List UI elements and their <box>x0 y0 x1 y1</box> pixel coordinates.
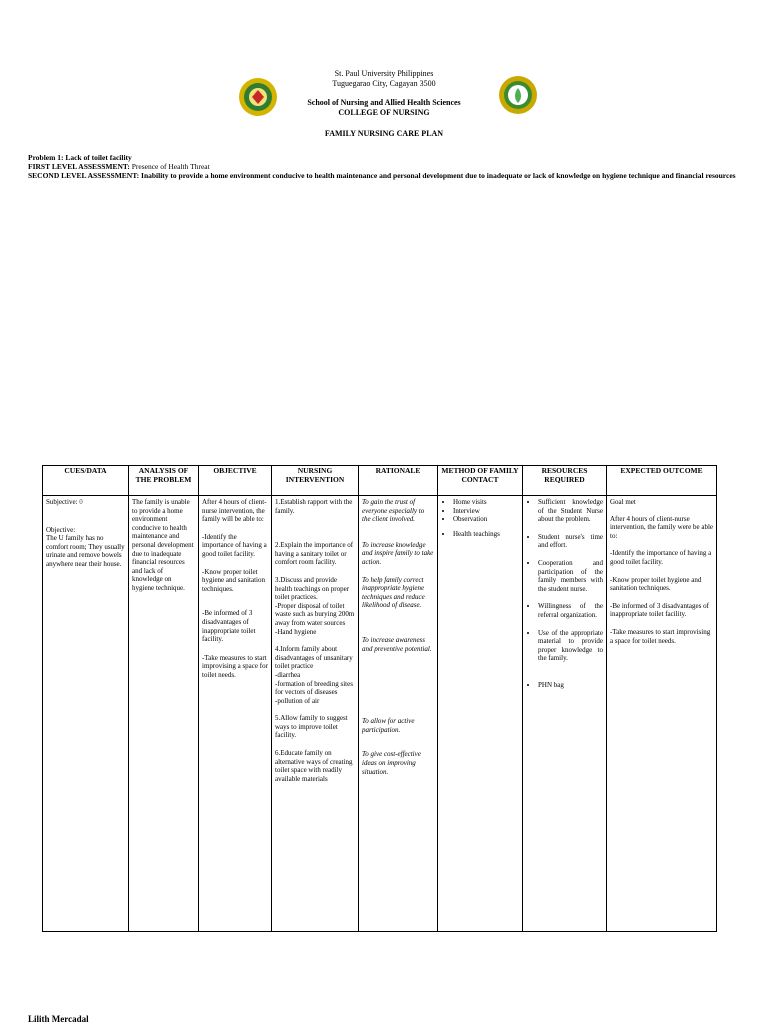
resources-list <box>526 498 603 690</box>
objective-cell <box>199 496 272 932</box>
rationale-item: To help family correct inappropriate hygiene techniques and reduce likelihood of disease. <box>362 575 425 610</box>
column-header: METHOD OF FAMILY CONTACT <box>438 466 523 496</box>
outcome-item: Goal met <box>610 498 636 506</box>
column-header: EXPECTED OUTCOME <box>607 466 717 496</box>
cues-cell <box>43 496 129 932</box>
column-header: OBJECTIVE <box>199 466 272 496</box>
first-level-assessment <box>28 162 744 171</box>
list-item: • Cooperation and participation of the family members with the student nurse. <box>538 559 603 593</box>
list-item: • PHN bag <box>538 681 603 690</box>
objective-cue: Objective: The U family has no comfort room; They usually urinate and remove bowels anywhere near their house. <box>46 525 125 568</box>
intervention-item: 5.Allow family to suggest ways to improve toilet facility. <box>275 714 348 740</box>
analysis-text: The family is unable to provide a home environment conducive to health maintenance and personal development due to inadequate financial resources and lack of knowledge on hygiene technique. <box>132 498 194 592</box>
intervention-cell <box>272 496 359 932</box>
analysis-cell <box>129 496 199 932</box>
first-level-value: Presence of Health Threat <box>129 162 210 171</box>
intervention-item: 3.Discuss and provide health teachings on proper toilet practices. -Proper disposal of toilet waste such as burying 200m away from water sources -Hand hygiene <box>275 575 355 636</box>
plan-title: FAMILY NURSING CARE PLAN <box>324 129 444 138</box>
list-item: • Willingness of the referral organization. <box>538 602 603 619</box>
resources-cell <box>523 496 607 932</box>
objective-item: -Know proper toilet hygiene and sanitation techniques. <box>202 567 265 593</box>
objective-item: -Take measures to start improvising a space for toilet needs. <box>202 653 268 679</box>
outcome-item: -Identify the importance of having a good toilet facility. <box>610 549 712 566</box>
objective-item: -Identify the importance of having a good toilet facility. <box>202 532 267 558</box>
outcome-item: After 4 hours of client-nurse intervention, the family were be able to: <box>610 514 714 540</box>
rationale-item: To increase awareness and preventive potential. <box>362 635 432 653</box>
subjective-cue: Subjective: 0 <box>46 498 83 506</box>
column-header: NURSING INTERVENTION <box>272 466 359 496</box>
intervention-item: 6.Educate family on alternative ways of creating toilet space with readily available materials <box>275 749 353 783</box>
outcome-item: -Take measures to start improvising a space for toilet needs. <box>610 627 711 645</box>
university-name: St. Paul University Philippines <box>334 69 434 78</box>
list-item: • Use of the appropriate material to provide proper knowledge to the family. <box>538 629 603 663</box>
list-item: • Sufficient knowledge of the Student Nurse about the problem. <box>538 498 603 524</box>
objective-item: After 4 hours of client-nurse intervention, the family will be able to: <box>202 498 267 524</box>
column-header: RATIONALE <box>359 466 438 496</box>
intervention-item: 4.Inform family about disadvantages of unsanitary toilet practice -diarrhea -formation of breeding sites for vectors of diseases -pollution of air <box>275 645 353 705</box>
outcome-item: -Be informed of 3 disadvantages of inappropriate toilet facility. <box>610 601 709 619</box>
intervention-item: 2.Explain the importance of having a sanitary toilet or comfort room facility. <box>275 541 354 567</box>
problem-line: Problem 1: Lack of toilet facility <box>28 153 132 162</box>
list-item: • Interview <box>453 507 519 516</box>
rationale-item: To increase knowledge and inspire family to take action. <box>362 540 434 566</box>
footer-text: Lilith Mercadal <box>28 1014 89 1024</box>
column-header: ANALYSIS OF THE PROBLEM <box>129 466 199 496</box>
table-header-row <box>43 466 717 496</box>
university-address: Tuguegarao City, Cagayan 3500 <box>332 79 436 88</box>
rationale-item: To allow for active participation. <box>362 717 415 734</box>
column-header: RESOURCES REQUIRED <box>523 466 607 496</box>
rationale-item: To gain the trust of everyone especially to the client involved. <box>362 498 425 524</box>
care-plan-table <box>42 465 717 932</box>
rationale-item: To give cost-effective ideas on improving situation. <box>362 750 421 776</box>
list-item: • Observation <box>453 515 519 524</box>
outcome-item: -Know proper toilet hygiene and sanitation techniques. <box>610 575 702 593</box>
second-level-assessment <box>28 171 744 180</box>
second-level-label: SECOND LEVEL ASSESSMENT: <box>28 171 140 180</box>
college-name: COLLEGE OF NURSING <box>338 108 430 117</box>
method-list <box>441 530 519 539</box>
column-header: CUES/DATA <box>43 466 129 496</box>
first-level-label: FIRST LEVEL ASSESSMENT: <box>28 162 130 171</box>
list-item: • Health teachings <box>453 530 519 539</box>
outcome-cell <box>607 496 717 932</box>
method-cell <box>438 496 523 932</box>
second-level-value: Inability to provide a home environment conducive to health maintenance and personal development due to inadequate or lack of knowledge on hygiene technique and financial resources <box>139 171 736 180</box>
school-name: School of Nursing and Allied Health Sciences <box>307 98 461 107</box>
problem-statement <box>28 153 744 180</box>
list-item: • Student nurse's time and effort. <box>538 533 603 550</box>
objective-item: -Be informed of 3 disadvantages of inappropriate toilet facility. <box>202 609 256 644</box>
rationale-cell <box>359 496 438 932</box>
list-item: • Home visits <box>453 498 519 507</box>
table-row <box>43 496 717 932</box>
intervention-item: 1.Establish rapport with the family. <box>275 498 353 515</box>
method-list <box>441 498 519 524</box>
